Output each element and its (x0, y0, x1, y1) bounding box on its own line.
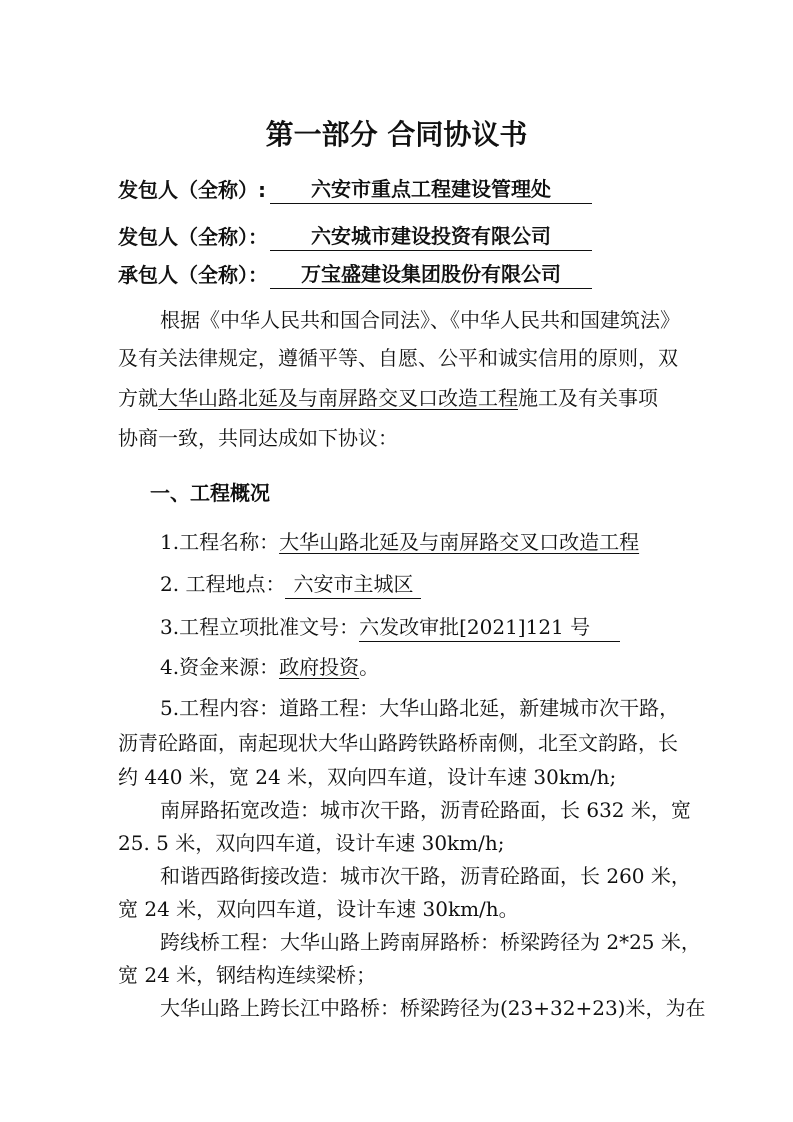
preamble-line-2: 及有关法律规定，遵循平等、自愿、公平和诚实信用的原则，双 (118, 346, 678, 370)
party-label-employer-1: 发包人（全称）: (118, 178, 266, 202)
content-line: 5.工程内容：道路工程：大华山路北延，新建城市次干路， (160, 696, 680, 720)
party-value-employer-2: 六安城市建设投资有限公司 (270, 223, 592, 251)
content-line: 沥青砼路面，南起现状大华山路跨铁路桥南侧，北至文韵路，长 (118, 731, 678, 755)
page-title: 第一部分 合同协议书 (265, 118, 528, 151)
content-line: 和谐西路街接改造：城市次干路，沥青砼路面，长 260 米， (160, 864, 691, 888)
item-funding-value: 政府投资 (279, 655, 360, 679)
party-label-employer-2: 发包人（全称）： (118, 225, 268, 249)
item-location (160, 571, 421, 597)
preamble-line-3-end: 施工及有关事项 (518, 386, 658, 410)
item-location-label: 2. 工程地点： (160, 572, 286, 596)
party-label-contractor: 承包人（全称）： (118, 263, 268, 287)
preamble-line-3 (118, 385, 658, 411)
preamble-line-4: 协商一致，共同达成如下协议： (118, 426, 398, 450)
item-location-value: 六安市主城区 (285, 572, 421, 599)
content-line: 约 440 米，宽 24 米，双向四车道，设计车速 30km/h; (118, 765, 617, 789)
item-project-name-label: 1.工程名称： (160, 530, 280, 554)
item-approval-label: 3.工程立项批准文号： (160, 615, 360, 639)
content-line: 南屏路拓宽改造：城市次干路，沥青砼路面，长 632 米，宽 (160, 798, 691, 822)
item-funding (160, 654, 379, 680)
party-value-contractor: 万宝盛建设集团股份有限公司 (270, 261, 592, 289)
content-line: 25. 5 米，双向四车道，设计车速 30km/h; (118, 831, 505, 855)
preamble-line-1: 根据《中华人民共和国合同法》、《中华人民共和国建筑法》 (160, 308, 680, 332)
preamble-project-name: 大华山路北延及与南屏路交叉口改造工程 (158, 386, 518, 410)
content-line: 宽 24 米，双向四车道，设计车速 30km/h。 (118, 897, 519, 921)
content-line: 跨线桥工程：大华山路上跨南屏路桥：桥梁跨径为 2*25 米， (160, 930, 701, 954)
item-project-name-value: 大华山路北延及与南屏路交叉口改造工程 (279, 530, 640, 554)
content-line: 大华山路上跨长江中路桥：桥梁跨径为(23+32+23)米，为在 (160, 996, 706, 1020)
party-value-employer-1: 六安市重点工程建设管理处 (270, 176, 592, 204)
item-project-name (160, 529, 639, 555)
item-approval-value: 六发改审批[2021]121 号 (359, 615, 620, 642)
preamble-line-3-start: 方就 (118, 386, 158, 410)
content-line: 宽 24 米，钢结构连续梁桥； (118, 963, 377, 987)
item-funding-end: 。 (359, 655, 380, 679)
section-heading: 一、工程概况 (150, 481, 270, 505)
item-funding-label: 4.资金来源： (160, 655, 280, 679)
item-approval (160, 614, 620, 640)
